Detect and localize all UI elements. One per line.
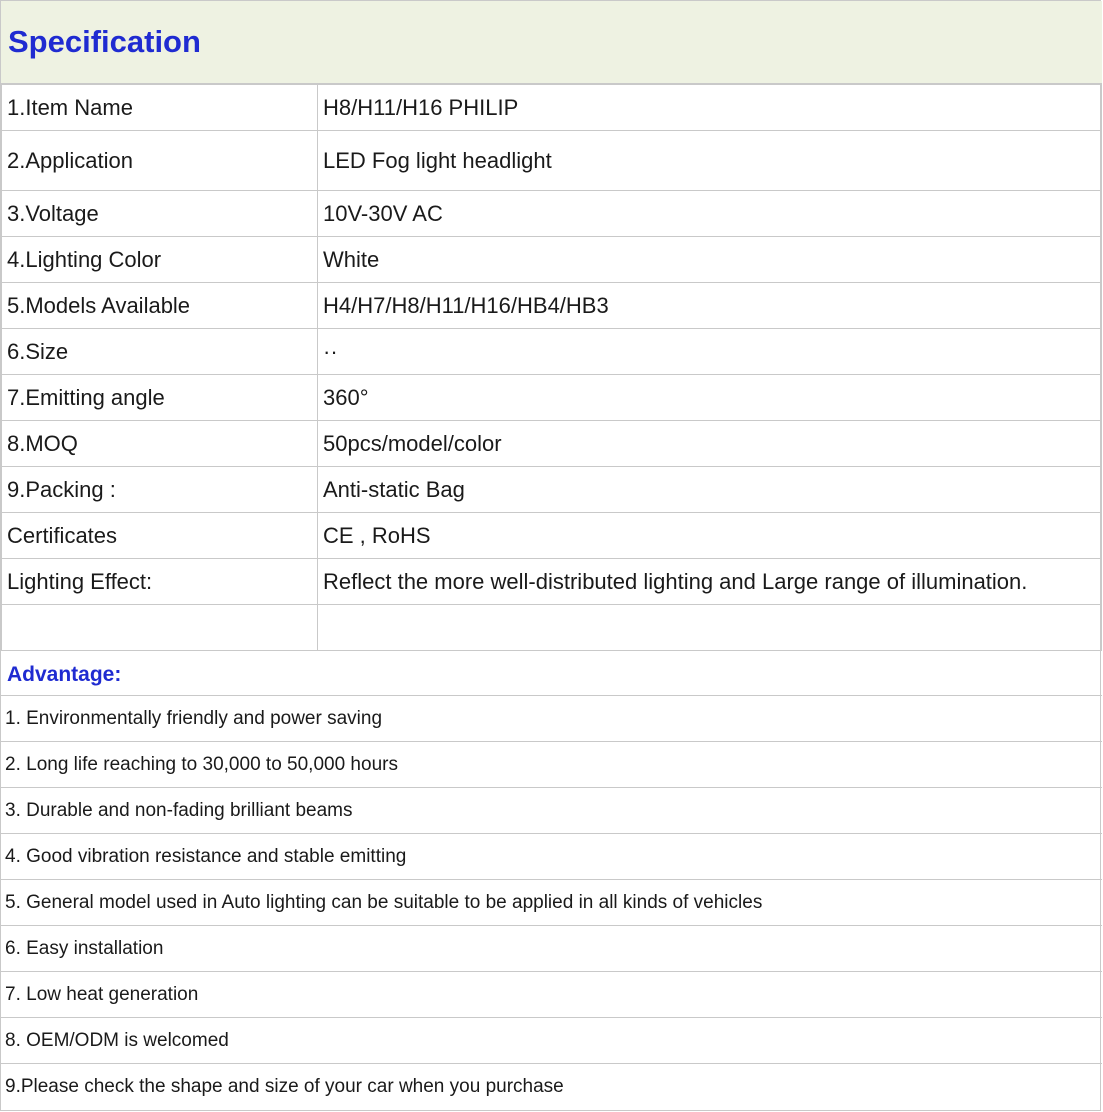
spec-row (2, 467, 1102, 513)
advantage-title: Advantage: (7, 663, 122, 686)
advantage-item: 5. General model used in Auto lighting can be suitable to be applied in all kinds of vehicles (1, 880, 1102, 926)
spec-label: 3.Voltage (2, 191, 318, 237)
spec-value: 10V-30V AC (318, 191, 1102, 237)
spec-value: H4/H7/H8/H11/H16/HB4/HB3 (318, 283, 1102, 329)
spec-row-empty (2, 605, 1102, 651)
spec-row (2, 375, 1102, 421)
spec-value: ·· (318, 329, 1102, 375)
advantage-item: 9.Please check the shape and size of your car when you purchase (5, 1076, 564, 1097)
spec-label: Certificates (2, 513, 318, 559)
spec-header (1, 1, 1102, 84)
spec-row (2, 85, 1102, 131)
advantage-item: 8. OEM/ODM is welcomed (1, 1018, 1102, 1064)
spec-label: 9.Packing : (2, 467, 318, 513)
advantage-item: 4. Good vibration resistance and stable emitting (1, 834, 1102, 880)
spec-value: H8/H11/H16 PHILIP (318, 85, 1102, 131)
spec-label: 2.Application (2, 131, 318, 191)
spec-label: 5.Models Available (2, 283, 318, 329)
spec-label: 8.MOQ (2, 421, 318, 467)
spec-row (2, 421, 1102, 467)
spec-label: 4.Lighting Color (2, 237, 318, 283)
advantage-list (1, 696, 1102, 1110)
spec-value: Reflect the more well-distributed lighting and Large range of illumination. (318, 559, 1102, 605)
spec-label: Lighting Effect: (2, 559, 318, 605)
spec-label: 1.Item Name (2, 85, 318, 131)
spec-value: Anti-static Bag (318, 467, 1102, 513)
advantage-heading (1, 650, 1102, 696)
advantage-item: 3. Durable and non-fading brilliant beams (1, 788, 1102, 834)
spec-label (2, 605, 318, 651)
spec-row (2, 131, 1102, 191)
spec-value: 50pcs/model/color (318, 421, 1102, 467)
spec-title: Specification (8, 24, 201, 59)
spec-row (2, 283, 1102, 329)
spec-row (2, 191, 1102, 237)
advantage-item: 1. Environmentally friendly and power saving (1, 696, 1102, 742)
spec-value: LED Fog light headlight (318, 131, 1102, 191)
advantage-item: 2. Long life reaching to 30,000 to 50,000 hours (1, 742, 1102, 788)
spec-row (2, 329, 1102, 375)
spec-row (2, 559, 1102, 605)
spec-row (2, 513, 1102, 559)
spec-table (1, 84, 1102, 651)
spec-value (318, 605, 1102, 651)
spec-label: 6.Size (2, 329, 318, 375)
spec-row (2, 237, 1102, 283)
advantage-item: 6. Easy installation (1, 926, 1102, 972)
spec-value: CE , RoHS (318, 513, 1102, 559)
advantage-item: 7. Low heat generation (1, 972, 1102, 1018)
spec-label: 7.Emitting angle (2, 375, 318, 421)
spec-value: White (318, 237, 1102, 283)
spec-value: 360° (318, 375, 1102, 421)
